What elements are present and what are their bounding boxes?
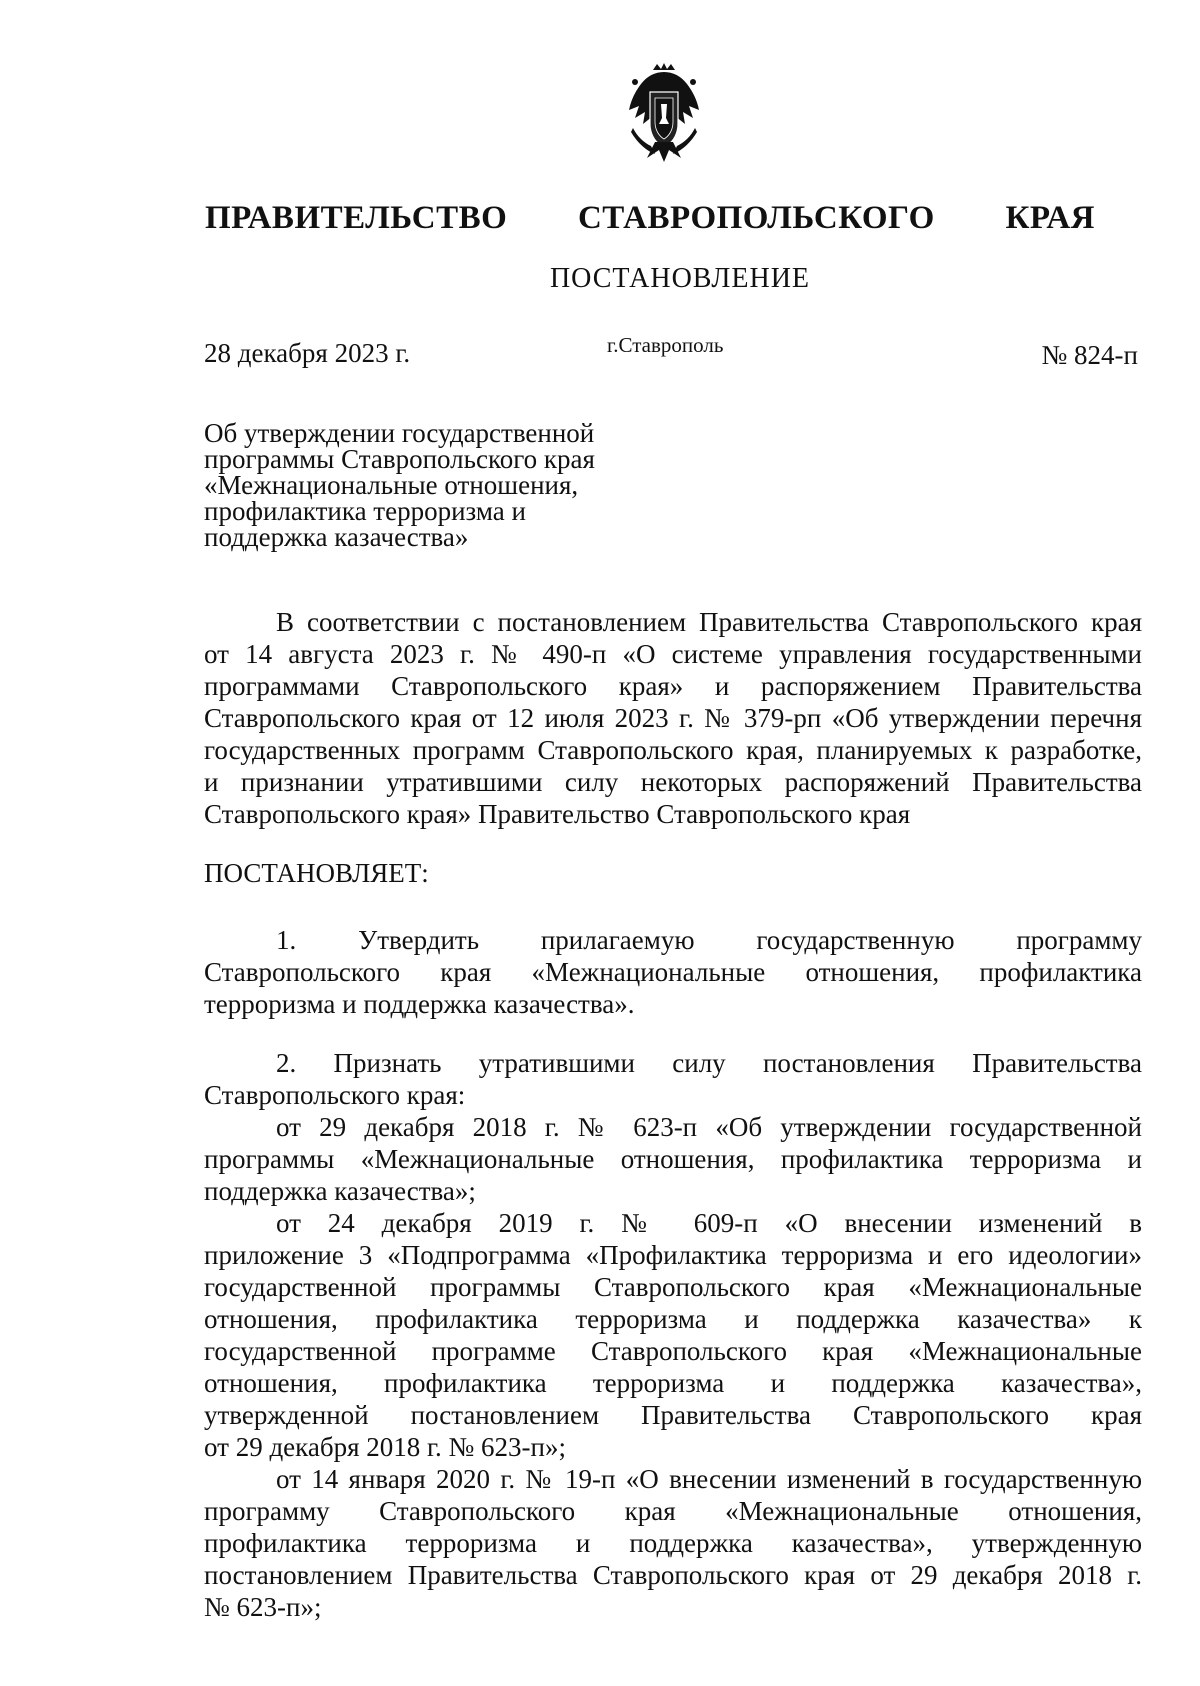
item-2-line: утвержденной постановлением Правительства Ставропольского края	[204, 1400, 1142, 1430]
preamble-line: государственных программ Ставропольского края, планируемых к разработке,	[204, 735, 1142, 765]
item-2-line: профилактика терроризма и поддержка казачества», утвержденную	[204, 1528, 1142, 1558]
preamble-line: Ставропольского края» Правительство Ставропольского края	[204, 799, 911, 829]
preamble-line: Ставропольского края от 12 июля 2023 г. № 379-рп «Об утверждении перечня	[204, 703, 1142, 733]
subject-line: программы Ставропольского края	[204, 444, 595, 474]
preamble-paragraph	[204, 606, 1142, 830]
document-subject	[204, 420, 644, 550]
item-1-paragraph	[204, 924, 1142, 1020]
item-2-paragraph	[204, 1047, 1142, 1623]
subject-line: поддержка казачества»	[204, 522, 469, 552]
coat-of-arms-emblem-icon	[625, 62, 703, 164]
item-2-line: приложение 3 «Подпрограмма «Профилактика терроризма и его идеологии»	[204, 1240, 1142, 1270]
item-2-line: № 623-п»;	[204, 1592, 322, 1622]
item-2-line: отношения, профилактика терроризма и поддержка казачества» к	[204, 1304, 1142, 1334]
item-1-line: 1. Утвердить прилагаемую государственную программу	[276, 925, 1142, 955]
government-title-word: СТАВРОПОЛЬСКОГО	[577, 200, 935, 236]
item-2-line: от 29 декабря 2018 г. № 623-п»;	[204, 1432, 566, 1462]
item-1-line: терроризма и поддержка казачества».	[204, 989, 635, 1019]
item-2-line: государственной программы Ставропольского края «Межнациональные	[204, 1272, 1142, 1302]
item-2-line: отношения, профилактика терроризма и поддержка казачества»,	[204, 1368, 1142, 1398]
item-2-line: постановлением Правительства Ставропольского края от 29 декабря 2018 г.	[204, 1560, 1142, 1590]
item-2-line: от 14 января 2020 г. № 19-п «О внесении изменений в государственную	[276, 1464, 1142, 1494]
document-type: ПОСТАНОВЛЕНИЕ	[549, 263, 811, 294]
item-2-line: от 29 декабря 2018 г. № 623-п «Об утверждении государственной	[276, 1112, 1142, 1142]
government-title-word: КРАЯ	[1005, 200, 1095, 236]
item-2-line: 2. Признать утратившими силу постановления Правительства	[276, 1048, 1142, 1078]
preamble-line: от 14 августа 2023 г. № 490-п «О системе управления государственными	[204, 639, 1142, 669]
document-date: 28 декабря 2023 г.	[204, 338, 411, 368]
government-title-word: ПРАВИТЕЛЬСТВО	[205, 200, 508, 236]
item-2-line: программу Ставропольского края «Межнациональные отношения,	[204, 1496, 1142, 1526]
item-2-line: программы «Межнациональные отношения, профилактика терроризма и	[204, 1144, 1142, 1174]
item-2-line: от 24 декабря 2019 г. № 609-п «О внесении изменений в	[276, 1208, 1142, 1238]
subject-line: Об утверждении государственной	[204, 418, 595, 448]
subject-line: «Межнациональные отношения,	[204, 470, 579, 500]
preamble-line: и признании утратившими силу некоторых распоряжений Правительства	[204, 767, 1142, 797]
resolves-heading: ПОСТАНОВЛЯЕТ:	[204, 858, 429, 888]
item-2-line: поддержка казачества»;	[204, 1176, 476, 1206]
document-city: г.Ставрополь	[607, 333, 724, 357]
item-1-line: Ставропольского края «Межнациональные отношения, профилактика	[204, 957, 1142, 987]
preamble-line: программами Ставропольского края» и распоряжением Правительства	[204, 671, 1142, 701]
government-title	[205, 200, 1095, 237]
subject-line: профилактика терроризма и	[204, 496, 526, 526]
item-2-line: Ставропольского края:	[204, 1080, 466, 1110]
document-number: № 824-п	[1041, 340, 1138, 370]
item-2-line: государственной программе Ставропольского края «Межнациональные	[204, 1336, 1142, 1366]
preamble-line: В соответствии с постановлением Правительства Ставропольского края	[276, 607, 1142, 637]
